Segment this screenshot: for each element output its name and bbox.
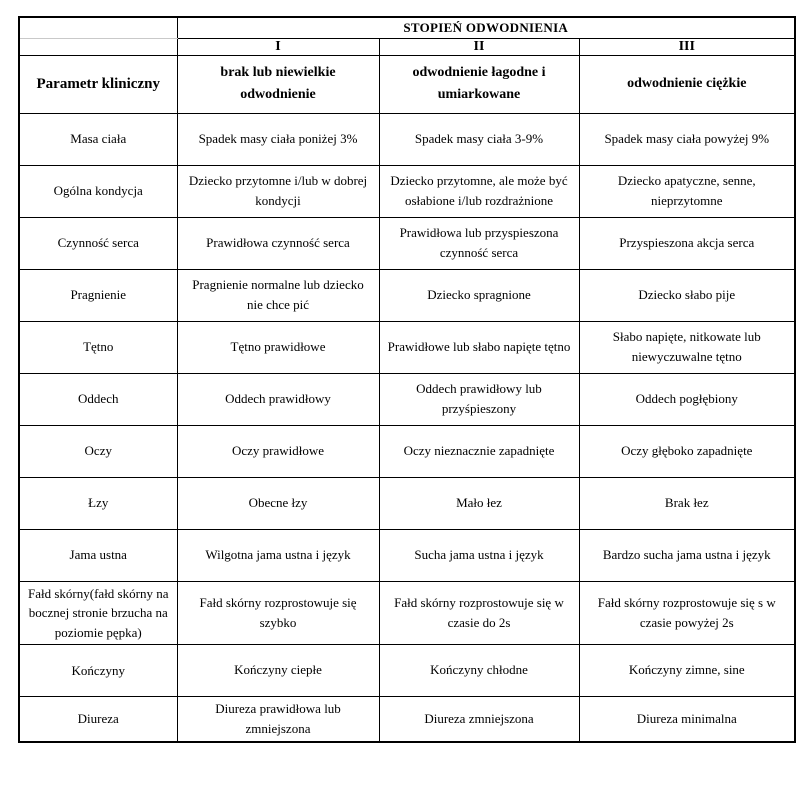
- value-cell: Spadek masy ciała 3-9%: [379, 113, 579, 165]
- table-row: [19, 269, 795, 321]
- table-row: [19, 321, 795, 373]
- value-cell: Przyspieszona akcja serca: [579, 217, 795, 269]
- param-cell: Jama ustna: [19, 529, 177, 581]
- value-cell: Spadek masy ciała powyżej 9%: [579, 113, 795, 165]
- value-cell: Prawidłowa lub przyspieszona czynność serca: [379, 217, 579, 269]
- value-cell: Pragnienie normalne lub dziecko nie chce pić: [177, 269, 379, 321]
- param-cell: Fałd skórny(fałd skórny na bocznej stronie brzucha na poziomie pępka): [19, 581, 177, 645]
- value-cell: Kończyny ciepłe: [177, 645, 379, 697]
- table-row-degrees: [19, 38, 795, 55]
- degree-label-1: I: [177, 38, 379, 55]
- table-row: [19, 373, 795, 425]
- value-cell: Prawidłowe lub słabo napięte tętno: [379, 321, 579, 373]
- severity-header-3: odwodnienie ciężkie: [579, 55, 795, 113]
- value-cell: Diureza zmniejszona: [379, 697, 579, 743]
- param-cell: Diureza: [19, 697, 177, 743]
- value-cell: Obecne łzy: [177, 477, 379, 529]
- table-row: [19, 529, 795, 581]
- empty-corner-cell: [19, 17, 177, 38]
- param-cell: Oddech: [19, 373, 177, 425]
- param-cell: Masa ciała: [19, 113, 177, 165]
- table-title: STOPIEŃ ODWODNIENIA: [177, 17, 795, 38]
- value-cell: Mało łez: [379, 477, 579, 529]
- value-cell: Sucha jama ustna i język: [379, 529, 579, 581]
- param-cell: Oczy: [19, 425, 177, 477]
- dehydration-table: [18, 16, 796, 743]
- severity-header-1: brak lub niewielkie odwodnienie: [177, 55, 379, 113]
- value-cell: Diureza minimalna: [579, 697, 795, 743]
- param-header: Parametr kliniczny: [19, 55, 177, 113]
- param-cell: Łzy: [19, 477, 177, 529]
- table-row: [19, 165, 795, 217]
- value-cell: Dziecko słabo pije: [579, 269, 795, 321]
- table-row: [19, 477, 795, 529]
- value-cell: Tętno prawidłowe: [177, 321, 379, 373]
- value-cell: Brak łez: [579, 477, 795, 529]
- value-cell: Oczy nieznacznie zapadnięte: [379, 425, 579, 477]
- table-row-headers: [19, 55, 795, 113]
- table-row: [19, 581, 795, 645]
- value-cell: Oddech prawidłowy lub przyśpieszony: [379, 373, 579, 425]
- value-cell: Dziecko przytomne, ale może być osłabione i/lub rozdrażnione: [379, 165, 579, 217]
- value-cell: Prawidłowa czynność serca: [177, 217, 379, 269]
- value-cell: Dziecko apatyczne, senne, nieprzytomne: [579, 165, 795, 217]
- table-row: [19, 425, 795, 477]
- value-cell: Oczy głęboko zapadnięte: [579, 425, 795, 477]
- value-cell: Oczy prawidłowe: [177, 425, 379, 477]
- param-cell: Pragnienie: [19, 269, 177, 321]
- degree-label-3: III: [579, 38, 795, 55]
- table-row: [19, 645, 795, 697]
- value-cell: Bardzo sucha jama ustna i język: [579, 529, 795, 581]
- value-cell: Dziecko spragnione: [379, 269, 579, 321]
- table-row-title: [19, 17, 795, 38]
- value-cell: Fałd skórny rozprostowuje się w czasie do 2s: [379, 581, 579, 645]
- value-cell: Dziecko przytomne i/lub w dobrej kondycji: [177, 165, 379, 217]
- value-cell: Diureza prawidłowa lub zmniejszona: [177, 697, 379, 743]
- param-cell: Czynność serca: [19, 217, 177, 269]
- value-cell: Oddech prawidłowy: [177, 373, 379, 425]
- empty-corner-cell: [19, 38, 177, 55]
- value-cell: Spadek masy ciała poniżej 3%: [177, 113, 379, 165]
- value-cell: Oddech pogłębiony: [579, 373, 795, 425]
- param-cell: Kończyny: [19, 645, 177, 697]
- table-row: [19, 217, 795, 269]
- value-cell: Kończyny zimne, sine: [579, 645, 795, 697]
- value-cell: Wilgotna jama ustna i język: [177, 529, 379, 581]
- table-row: [19, 113, 795, 165]
- param-cell: Ogólna kondycja: [19, 165, 177, 217]
- value-cell: Kończyny chłodne: [379, 645, 579, 697]
- param-cell: Tętno: [19, 321, 177, 373]
- value-cell: Fałd skórny rozprostowuje się s w czasie powyżej 2s: [579, 581, 795, 645]
- value-cell: Fałd skórny rozprostowuje się szybko: [177, 581, 379, 645]
- severity-header-2: odwodnienie łagodne i umiarkowane: [379, 55, 579, 113]
- degree-label-2: II: [379, 38, 579, 55]
- value-cell: Słabo napięte, nitkowate lub niewyczuwalne tętno: [579, 321, 795, 373]
- table-row: [19, 697, 795, 743]
